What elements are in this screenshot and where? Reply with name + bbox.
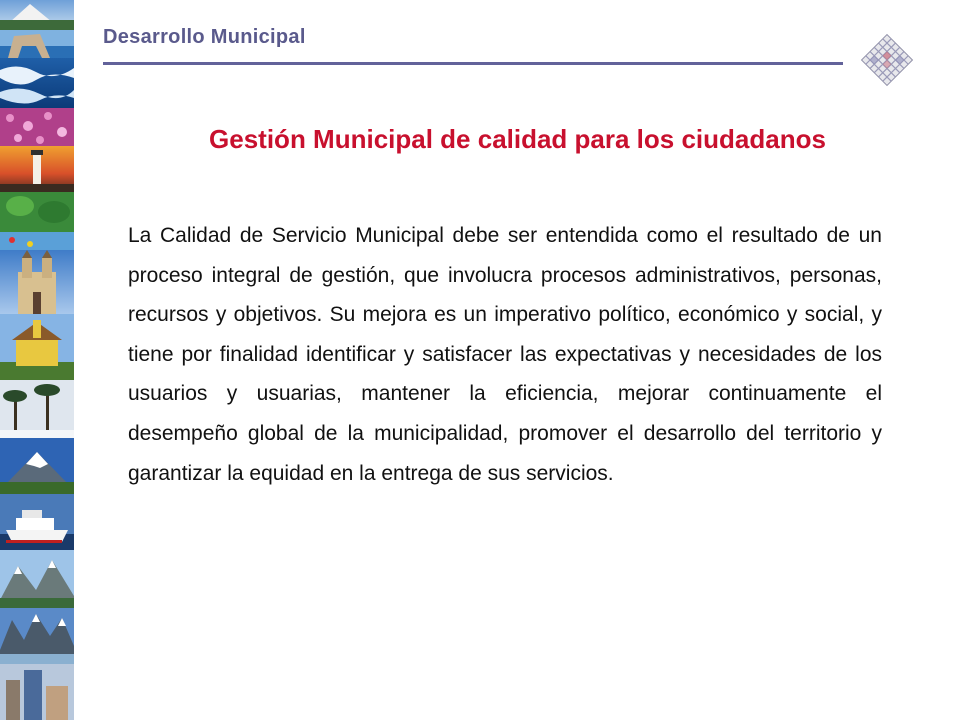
city-buildings-photo [0,664,74,720]
page-title: Gestión Municipal de calidad para los ciudadanos [209,124,826,154]
volcano-landscape-photo [0,0,74,30]
diamond-lattice-icon [857,30,917,90]
photo-strip-graphic [0,0,74,720]
mountain-peaks-photo [0,550,74,608]
diamond-lattice-logo [857,30,917,90]
lighthouse-sunset-photo [0,146,74,192]
tour-boat-photo [0,494,74,550]
snowy-volcano-photo [0,438,74,494]
island-park-photo [0,192,74,250]
body-paragraph: La Calidad de Servicio Municipal debe ser entendida como el resultado de un proceso integral de gestión, que involucra procesos administrativos, personas, recursos y objetivos. Su mejora es un imperativo político, económico y social, y tiene por finalidad identificar y satisfacer las expectativas y necesidades de los usuarios y usuarias, mantener la eficiencia, mejorar continuamente el desempeño global de la municipalidad, promover el desarrollo del territorio y garantizar la equidad en la entrega de sus servicios. [128,224,882,485]
header-divider [103,62,843,65]
wooden-church-photo [0,314,74,380]
ocean-waves-photo [0,58,74,108]
header-title: Desarrollo Municipal [103,26,306,48]
coastal-rock-arch-photo [0,30,74,58]
patagonia-mountains-photo [0,608,74,664]
colonial-church-photo [0,250,74,314]
araucaria-forest-photo [0,380,74,438]
photo-strip [0,0,74,720]
flower-field-photo [0,108,74,146]
